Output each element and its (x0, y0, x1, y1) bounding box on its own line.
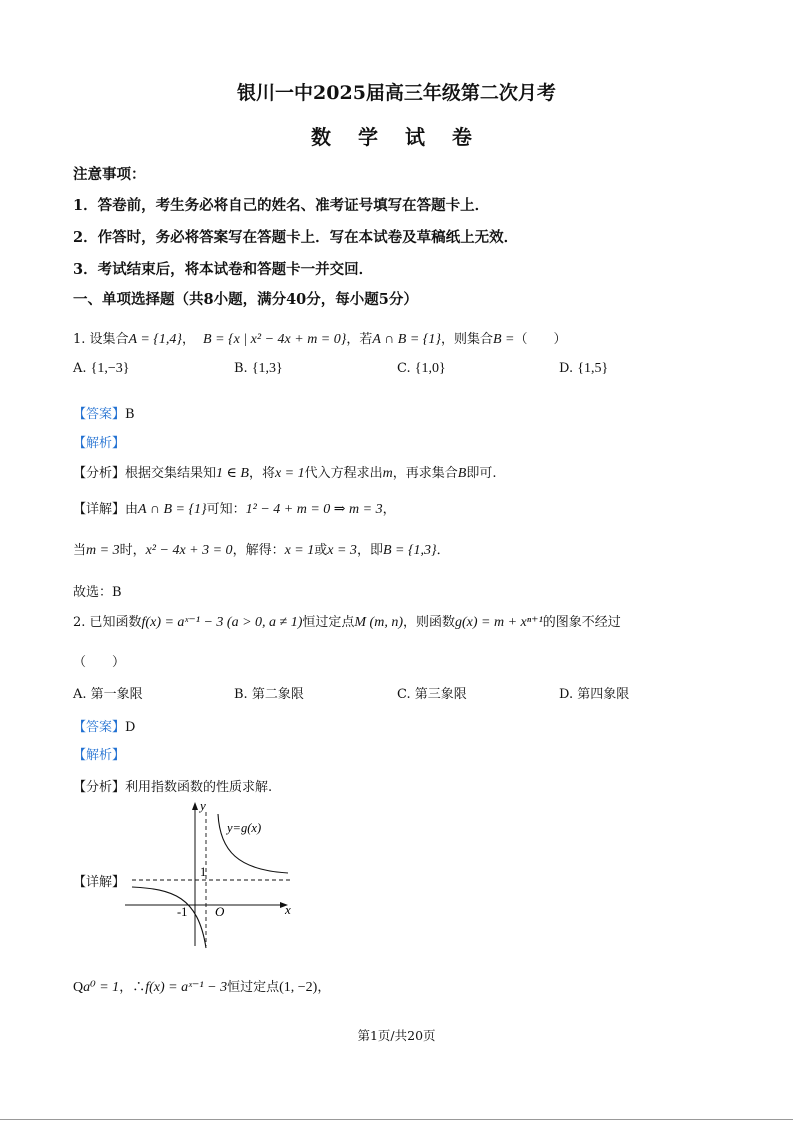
q1-set-a: A = {1,4} (128, 332, 182, 347)
option-label: C. (397, 687, 411, 702)
option-label: B. (234, 361, 248, 376)
text: ，则函数 (403, 615, 456, 630)
text: ， (317, 980, 331, 995)
notice-item-2: 2．作答时，务必将答案写在答题卡上．写在本试卷及草稿纸上无效． (73, 229, 519, 246)
q1-option-d (559, 361, 608, 377)
xiangjie-tag: 【详解】 (73, 502, 126, 517)
text: 时， (119, 543, 146, 558)
q2-answer (73, 716, 135, 735)
q2-g-function: g(x) = m + xⁿ⁺¹ (455, 615, 543, 630)
math: x = 1 (274, 466, 305, 481)
math: B = {1,3} (382, 543, 437, 558)
q1-analysis-tag: 【解析】 (73, 436, 126, 451)
text: 恒过定点 (302, 615, 355, 630)
text: ，解得： (232, 543, 285, 558)
option-label: B. (234, 687, 248, 702)
math: A ∩ B = {1} (138, 502, 207, 517)
q1-condition: A ∩ B = {1} (372, 332, 441, 347)
y-axis-arrow (192, 802, 198, 810)
bottom-divider (0, 1119, 793, 1120)
q2-option-b (234, 683, 304, 702)
q2-paren: （ ） (73, 655, 126, 670)
q2-point: M (m, n) (354, 615, 403, 630)
q1-answer (73, 403, 135, 422)
q1-if: ，若 (346, 332, 373, 347)
text: ，将 (248, 466, 275, 481)
x-axis-label: x (285, 902, 291, 917)
q1-xiangjie (73, 498, 396, 518)
q1-comma: ， (182, 332, 196, 347)
q2-option-c (397, 683, 467, 702)
answer-value: B (125, 407, 135, 422)
answer-value: D (125, 720, 136, 735)
math: B (457, 466, 467, 481)
q1-stem (73, 328, 567, 348)
text: 由 (125, 502, 139, 517)
math: 1² − 4 + m = 0 ⇒ m = 3 (245, 502, 383, 517)
text: 即可. (466, 466, 497, 481)
section-heading: 一、单项选择题（共8小题，满分40分，每小题5分） (73, 291, 418, 308)
q2-last-line (73, 976, 330, 996)
notice-heading: 注意事项： (73, 166, 146, 183)
tick-label-neg-one: -1 (177, 905, 188, 919)
text: 代入方程求出 (304, 466, 383, 481)
math: f(x) = aˣ⁻¹ − 3 (145, 980, 228, 995)
math: x = 3 (327, 543, 357, 558)
tick-label-one: 1 (200, 865, 207, 879)
text: 或 (314, 543, 328, 558)
y-axis-label: y (200, 798, 206, 813)
q2-option-d (559, 683, 629, 702)
math: x² − 4x + 3 = 0 (145, 543, 233, 558)
math: 1 ∈ B (216, 466, 249, 481)
text: 的图象不经过 (542, 615, 621, 630)
q1-option-a (73, 361, 130, 377)
q2-analysis-tag: 【解析】 (73, 748, 126, 763)
q1-solution-line (73, 539, 450, 559)
q1-option-b (234, 361, 283, 377)
q2-xiangjie-tag: 【详解】 (73, 875, 126, 890)
text: 当 (73, 543, 87, 558)
q1-ask: ，则集合 (440, 332, 493, 347)
q1-paren: （ ） (514, 332, 567, 347)
math: (1, −2) (279, 980, 318, 995)
text: ，∴ (119, 980, 146, 995)
option-value: {1,3} (251, 361, 283, 376)
option-value: 第一象限 (90, 687, 143, 702)
function-graph (120, 796, 305, 956)
math: m = 3 (86, 543, 120, 558)
q2-fenxi (73, 776, 272, 795)
option-label: D. (559, 687, 574, 702)
text: 利用指数函数的性质求解. (125, 780, 273, 795)
origin-label: O (215, 904, 225, 919)
q1-prefix: 1. 设集合 (73, 332, 129, 347)
text: ． (436, 543, 450, 558)
text: ， (382, 502, 396, 517)
answer-tag: 【答案】 (73, 407, 126, 422)
fenxi-tag: 【分析】 (73, 780, 126, 795)
page-footer: 第1页/共20页 (357, 1028, 436, 1043)
option-label: D. (559, 361, 574, 376)
notice-item-1: 1．答卷前，考生务必将自己的姓名、准考证号填写在答题卡上． (73, 197, 490, 214)
text: 恒过定点 (227, 980, 280, 995)
option-label: A. (73, 687, 87, 702)
text: ，再求集合 (392, 466, 458, 481)
q1-conclusion: 故选：B (73, 585, 122, 600)
q1-option-c (397, 361, 446, 377)
text: 可知： (206, 502, 246, 517)
option-value: {1,−3} (90, 361, 130, 376)
q2-function: f(x) = aˣ⁻¹ − 3 (a > 0, a ≠ 1) (141, 615, 303, 630)
option-value: 第四象限 (577, 687, 630, 702)
text: 根据交集结果知 (125, 466, 217, 481)
text: Q (73, 980, 84, 995)
text: ，即 (356, 543, 383, 558)
math: a⁰ = 1 (83, 980, 120, 995)
option-label: A. (73, 361, 87, 376)
answer-tag: 【答案】 (73, 720, 126, 735)
q2-stem (73, 611, 621, 631)
math: x = 1 (284, 543, 315, 558)
fenxi-tag: 【分析】 (73, 466, 126, 481)
option-label: C. (397, 361, 411, 376)
page-title: 银川一中2025届高三年级第二次月考 (237, 82, 556, 104)
notice-item-3: 3．考试结束后，将本试卷和答题卡一并交回． (73, 261, 374, 278)
q1-fenxi (73, 462, 497, 482)
option-value: 第三象限 (414, 687, 467, 702)
option-value: {1,5} (577, 361, 609, 376)
option-value: 第二象限 (251, 687, 304, 702)
curve-label: y=g(x) (227, 821, 262, 835)
page-subtitle: 数 学 试 卷 (311, 125, 482, 149)
q2-option-a (73, 683, 143, 702)
q1-b-var: B = (493, 332, 515, 347)
q2-prefix: 2. 已知函数 (73, 615, 142, 630)
q1-set-b: B = {x | x² − 4x + m = 0} (203, 332, 347, 347)
math: m (382, 466, 393, 481)
option-value: {1,0} (414, 361, 446, 376)
